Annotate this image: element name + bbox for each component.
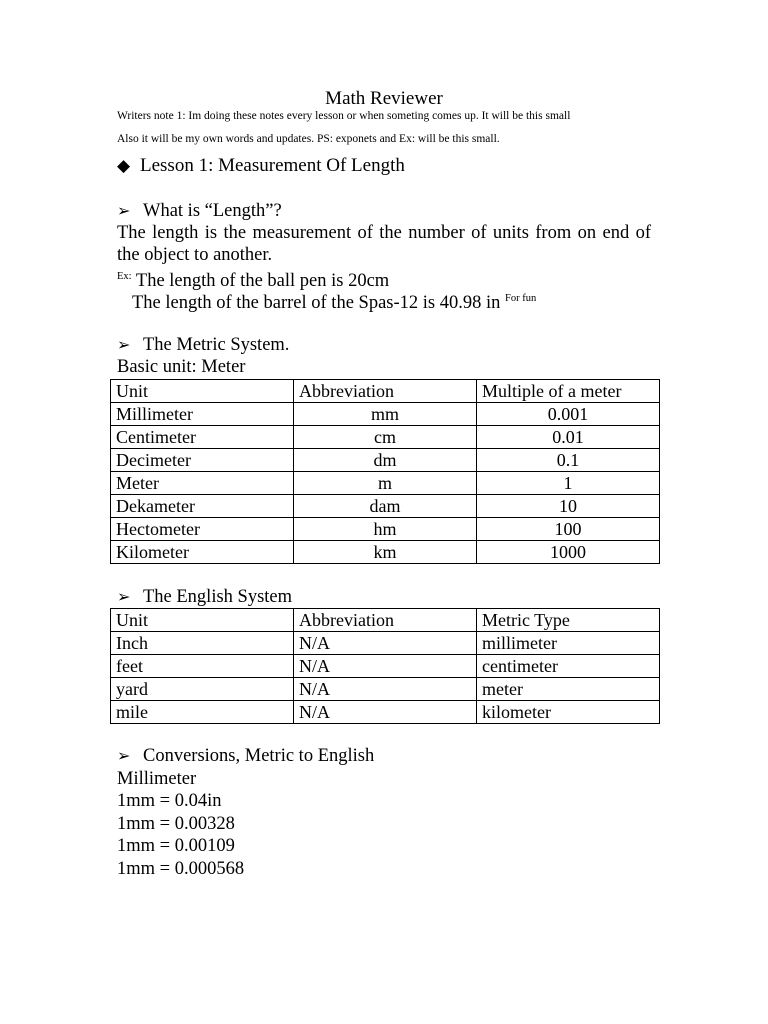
table-row — [111, 655, 660, 678]
conversions-subheading: Millimeter — [117, 769, 197, 789]
table-cell: m — [294, 472, 477, 495]
diamond-bullet-icon: ◆ — [117, 156, 131, 175]
conversion-line: 1mm = 0.04in — [117, 791, 222, 811]
table-cell: Dekameter — [111, 495, 294, 518]
table-row — [111, 541, 660, 564]
table-cell: 100 — [477, 518, 660, 541]
table-cell: 0.1 — [477, 449, 660, 472]
table-cell: dm — [294, 449, 477, 472]
table-cell: yard — [111, 678, 294, 701]
table-header-cell: Abbreviation — [294, 609, 477, 632]
table-cell: millimeter — [477, 632, 660, 655]
table-header-row — [111, 380, 660, 403]
conversion-line: 1mm = 0.000568 — [117, 859, 245, 879]
table-cell: N/A — [294, 655, 477, 678]
conversions-heading — [117, 745, 374, 768]
table-row — [111, 472, 660, 495]
table-row — [111, 403, 660, 426]
example-2-text: The length of the barrel of the Spas-12 is 40.98 in — [132, 293, 501, 313]
metric-heading — [117, 334, 289, 357]
table-row — [111, 632, 660, 655]
arrow-bullet-icon: ➢ — [117, 203, 131, 220]
table-header-cell: Metric Type — [477, 609, 660, 632]
basic-unit-line: Basic unit: Meter — [117, 357, 246, 377]
length-heading-text: What is “Length”? — [143, 201, 282, 221]
example-label: Ex: — [117, 271, 132, 282]
table-cell: 10 — [477, 495, 660, 518]
table-row — [111, 426, 660, 449]
metric-table — [110, 379, 660, 564]
table-cell: N/A — [294, 678, 477, 701]
example-2-note: For fun — [505, 293, 537, 304]
conversion-line: 1mm = 0.00109 — [117, 836, 235, 856]
table-cell: Inch — [111, 632, 294, 655]
table-cell: N/A — [294, 632, 477, 655]
arrow-bullet-icon: ➢ — [117, 748, 131, 765]
table-cell: mm — [294, 403, 477, 426]
table-cell: dam — [294, 495, 477, 518]
conversion-line: 1mm = 0.00328 — [117, 814, 235, 834]
table-cell: 0.01 — [477, 426, 660, 449]
table-cell: Meter — [111, 472, 294, 495]
table-cell: Decimeter — [111, 449, 294, 472]
table-header-cell: Unit — [111, 380, 294, 403]
table-cell: mile — [111, 701, 294, 724]
table-header-cell: Unit — [111, 609, 294, 632]
table-cell: 1 — [477, 472, 660, 495]
arrow-bullet-icon: ➢ — [117, 589, 131, 606]
length-definition: The length is the measurement of the number of units from on end of the object to another. — [117, 223, 651, 265]
table-cell: N/A — [294, 701, 477, 724]
table-row — [111, 678, 660, 701]
english-heading — [117, 586, 292, 609]
table-row — [111, 449, 660, 472]
conversions-heading-text: Conversions, Metric to English — [143, 746, 375, 766]
table-cell: 0.001 — [477, 403, 660, 426]
table-cell: 1000 — [477, 541, 660, 564]
table-header-cell: Abbreviation — [294, 380, 477, 403]
table-cell: cm — [294, 426, 477, 449]
writers-note-2: Also it will be my own words and updates. PS: exponets and Ex: will be this small. — [117, 133, 500, 145]
english-table — [110, 608, 660, 724]
table-cell: kilometer — [477, 701, 660, 724]
table-cell: feet — [111, 655, 294, 678]
table-cell: Kilometer — [111, 541, 294, 564]
writers-note-1: Writers note 1: Im doing these notes every lesson or when someting comes up. It will be this small — [117, 110, 571, 122]
table-row — [111, 518, 660, 541]
document-title: Math Reviewer — [325, 88, 443, 109]
table-cell: hm — [294, 518, 477, 541]
table-cell: Millimeter — [111, 403, 294, 426]
table-cell: Hectometer — [111, 518, 294, 541]
table-row — [111, 701, 660, 724]
table-cell: centimeter — [477, 655, 660, 678]
table-cell: Centimeter — [111, 426, 294, 449]
arrow-bullet-icon: ➢ — [117, 337, 131, 354]
metric-heading-text: The Metric System. — [143, 335, 290, 355]
table-cell: meter — [477, 678, 660, 701]
table-cell: km — [294, 541, 477, 564]
lesson-heading — [117, 155, 405, 177]
length-heading — [117, 200, 282, 223]
lesson-title: Lesson 1: Measurement Of Length — [140, 155, 405, 176]
example-1-text: The length of the ball pen is 20cm — [135, 271, 390, 291]
english-heading-text: The English System — [143, 587, 293, 607]
table-header-cell: Multiple of a meter — [477, 380, 660, 403]
table-header-row — [111, 609, 660, 632]
table-row — [111, 495, 660, 518]
example-2 — [132, 288, 536, 314]
